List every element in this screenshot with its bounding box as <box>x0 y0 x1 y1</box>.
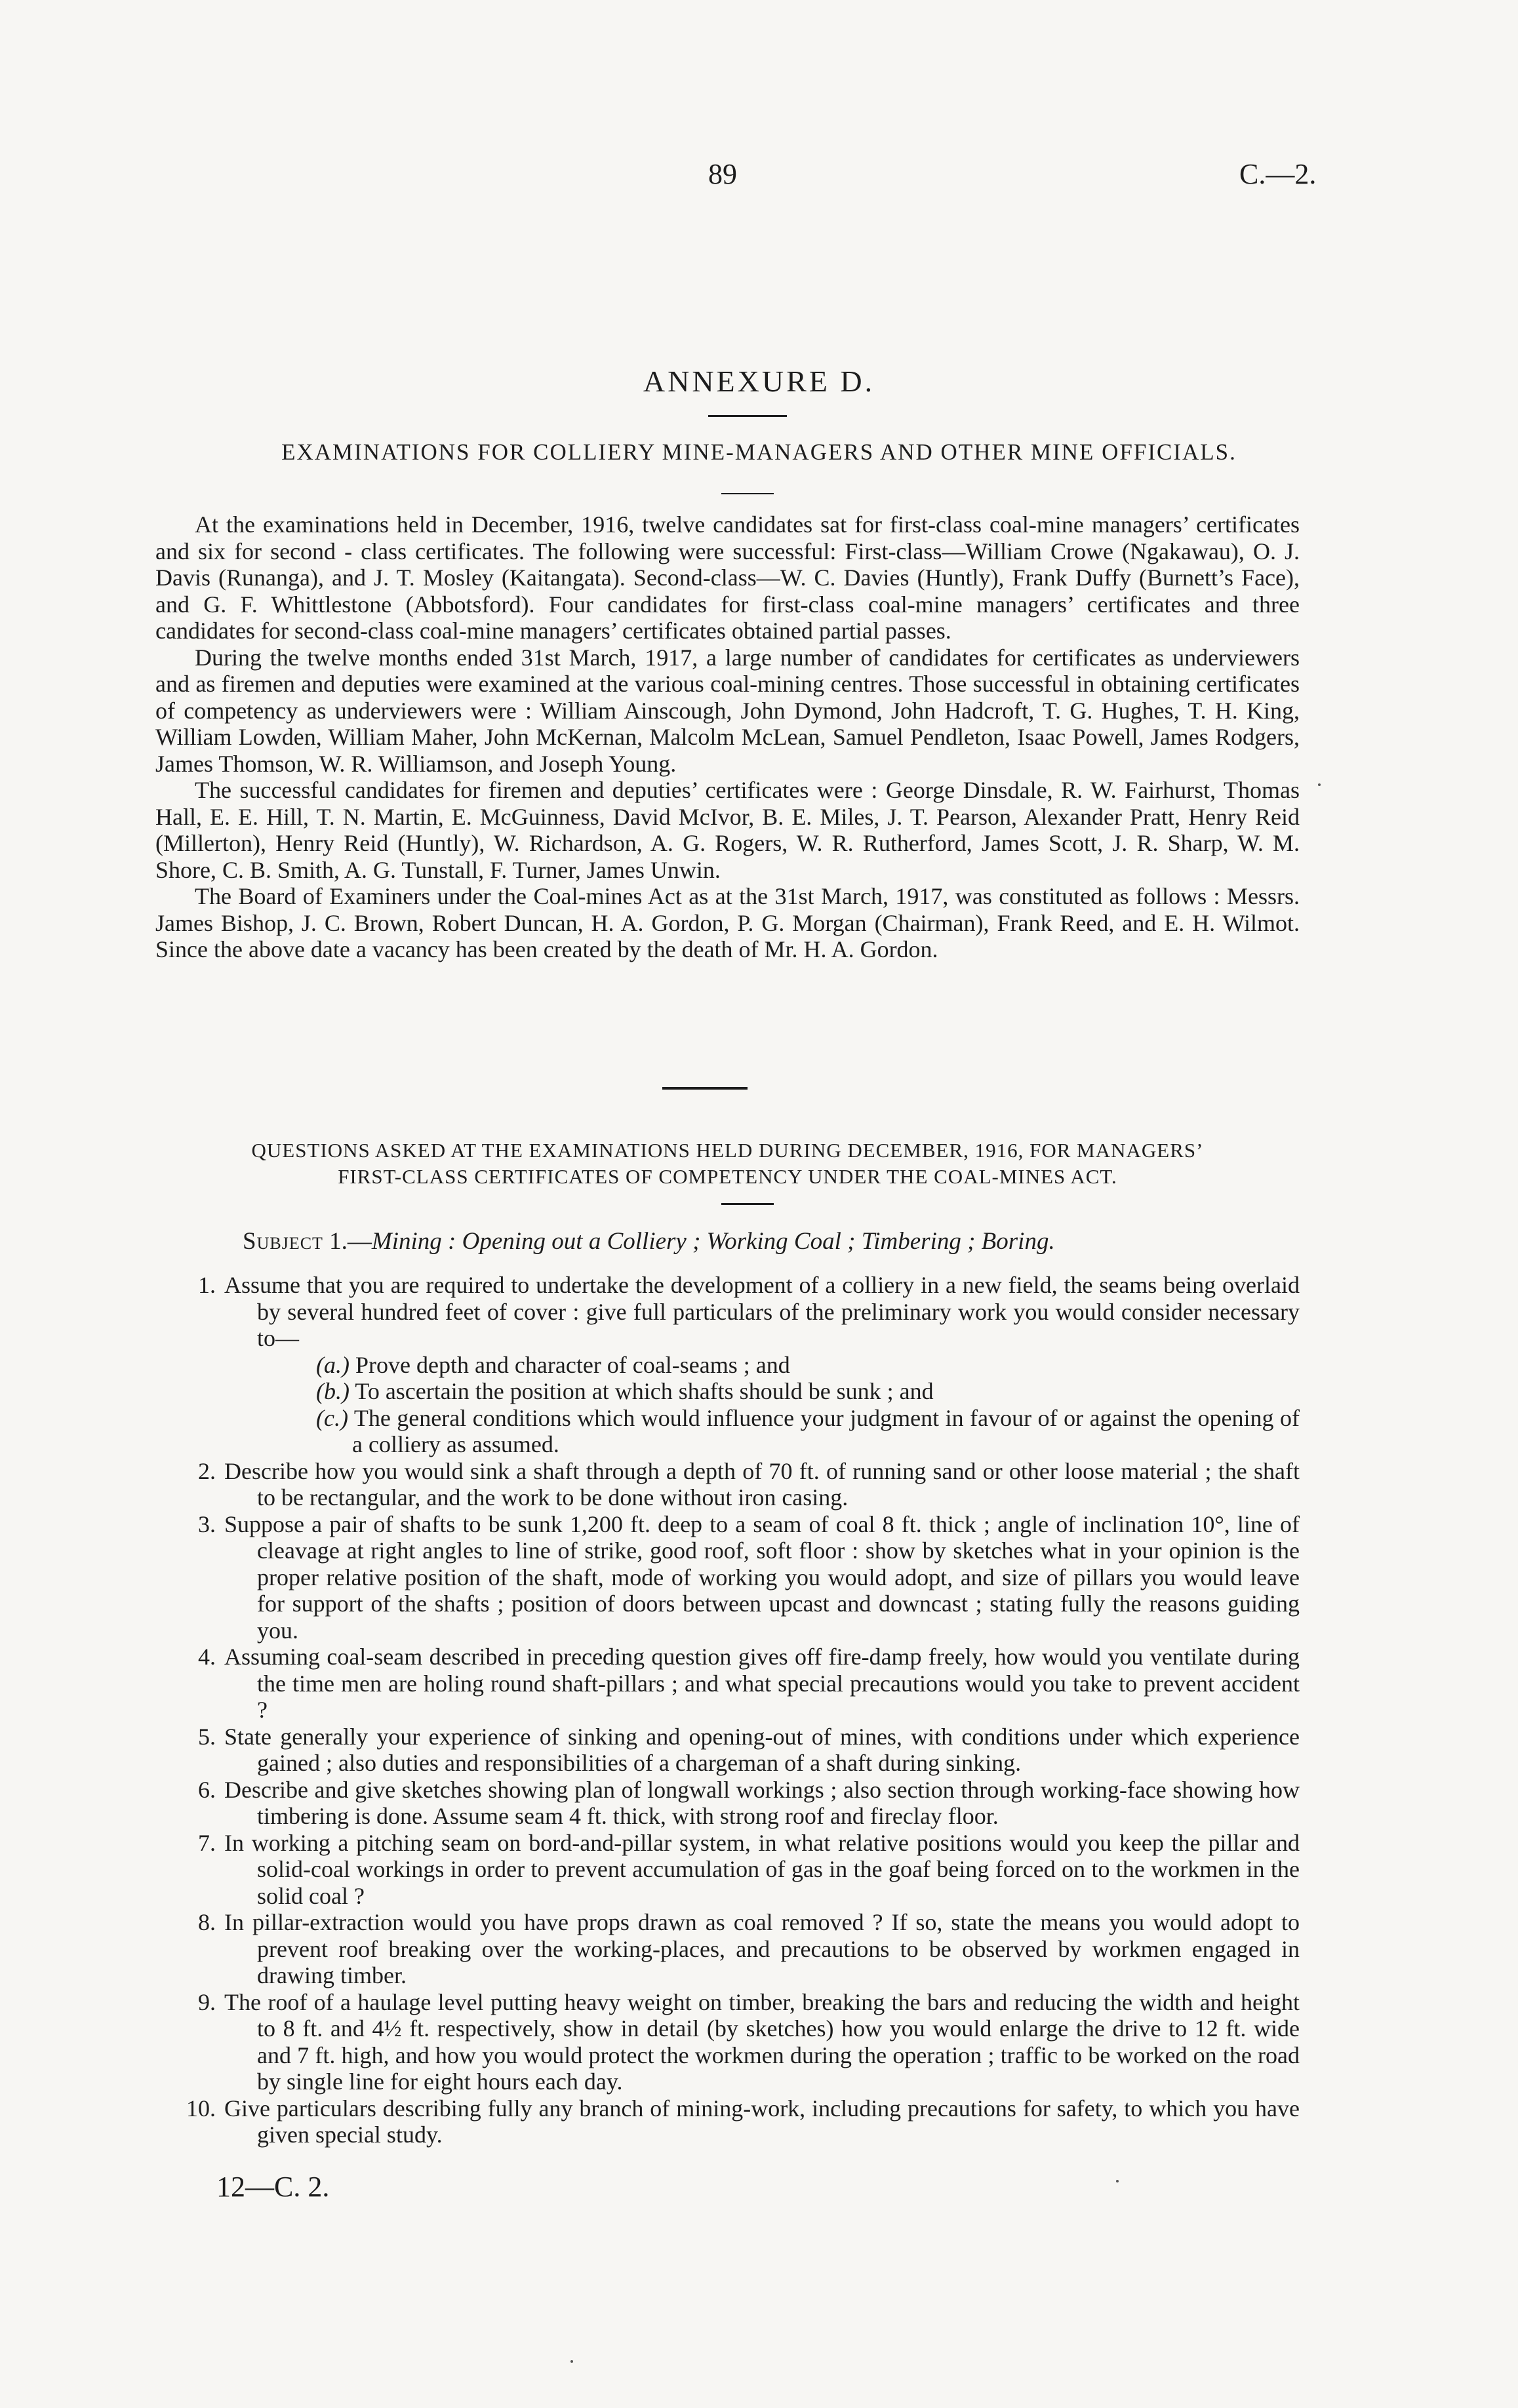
question-number: 7. <box>198 1829 216 1856</box>
paragraph-text: The Board of Examiners under the Coal-mines Act as at the 31st March, 1917, was constituted as follows : Messrs. James Bishop, J. C. Brown, Robert Duncan, H. A. Gordon, P. G. Morgan (Chairman), Frank Reed, and E. H. Wilmot. Since the above date a vacancy has been created by the death of Mr. H. A. Gordon. <box>155 883 1300 962</box>
subject-number: 1.— <box>329 1228 372 1255</box>
question-text: The roof of a haulage level putting heavy weight on timber, breaking the bars and reducing the width and height to 8 ft. and 4½ ft. respectively, show in detail (by sketches) how you would enlarge the drive to 12 ft. wide and 7 ft. high, and how you would protect the workmen during the operation ; traffic to be worked on the road by single line for eight hours each day. <box>224 1988 1300 2095</box>
annexure-title: ANNEXURE D. <box>643 365 875 398</box>
question-number: 4. <box>198 1644 216 1670</box>
question-text: State generally your experience of sinking and opening-out of mines, with conditions under which experience gained ; also duties and responsibilities of a chargeman of a shaft during sinking. <box>224 1723 1300 1776</box>
question-text: In pillar-extraction would you have props drawn as coal removed ? If so, state the means you would adopt to prevent roof breaking over the working-places, and precautions to be observed by workmen engaged in drawing timber. <box>224 1909 1300 1988</box>
question-item <box>155 2095 1300 2148</box>
subitem <box>224 1378 1300 1405</box>
question-number: 6. <box>198 1776 216 1803</box>
paragraph-board <box>155 883 1300 963</box>
document-reference: C.—2. <box>1239 158 1317 190</box>
question-text: Describe how you would sink a shaft through a depth of 70 ft. of running sand or other loose material ; the shaft to be rectangular, and the work to be done without iron casing. <box>224 1457 1300 1510</box>
subitem-text: To ascertain the position at which shafts should be sunk ; and <box>355 1378 934 1404</box>
paragraph-text: During the twelve months ended 31st March, 1917, a large number of candidates for certificates as underviewers and as firemen and deputies were examined at the various coal-mining centres. Those successful in obtaining certificates of competency as underviewers were : William Ainscough, John Dymond, John Hadcroft, T. G. Hughes, T. H. King, William Lowden, William Maher, John McKernan, Malcolm McLean, Samuel Pendleton, Isaac Powell, James Rodgers, James Thomson, W. R. Williamson, and Joseph Young. <box>155 644 1300 777</box>
subject-title: Mining : Opening out a Colliery ; Working Coal ; Timbering ; Boring. <box>371 1228 1055 1255</box>
subject-label: Subject <box>243 1228 323 1255</box>
subtitle-rule <box>721 493 774 494</box>
question-text: Suppose a pair of shafts to be sunk 1,200 ft. deep to a seam of coal 8 ft. thick ; angle of inclination 10°, line of cleavage at right angles to line of strike, good roof, soft floor : show by sketches what in your opinion is the proper relative position of the shaft, mode of working you would adopt, and size of pillars you would leave for support of the shafts ; position of doors between upcast and downcast ; stating fully the reasons guiding you. <box>224 1510 1300 1644</box>
print-speck <box>1116 2180 1119 2182</box>
introduction-text <box>155 511 1300 963</box>
question-item <box>155 1511 1300 1644</box>
subitem <box>224 1352 1300 1379</box>
title-rule <box>708 415 787 417</box>
question-text: In working a pitching seam on bord-and-pillar system, in what relative positions would you keep the pillar and solid-coal workings in order to prevent accumulation of gas in the goaf being forced on to the workmen in the solid coal ? <box>224 1829 1300 1909</box>
question-item <box>155 1909 1300 1989</box>
question-number: 5. <box>198 1723 216 1750</box>
signature-footer: 12—C. 2. <box>216 2171 330 2203</box>
questions-list <box>155 1272 1300 2148</box>
page-number: 89 <box>708 158 737 190</box>
section-subtitle: EXAMINATIONS FOR COLLIERY MINE-MANAGERS AND OTHER MINE OFFICIALS. <box>281 439 1237 465</box>
print-speck <box>1318 783 1321 786</box>
question-text: Give particulars describing fully any branch of mining-work, including precautions for safety, to which you have given special study. <box>224 2095 1300 2148</box>
question-item <box>155 1830 1300 1910</box>
questions-heading-line1: QUESTIONS ASKED AT THE EXAMINATIONS HELD DURING DECEMBER, 1916, FOR MANAGERS’ <box>251 1139 1204 1162</box>
paragraph-text: At the examinations held in December, 1916, twelve candidates sat for first-class coal-mine managers’ certificates and six for second - class certificates. The following were successful: First-class—William Crowe (Ngakawau), O. J. Davis (Runanga), and J. T. Mosley (Kaitangata). Second-class—W. C. Davies (Huntly), Frank Duffy (Burnett’s Face), and G. F. Whittlestone (Abbotsford). Four candidates for first-class coal-mine managers’ certificates and three candidates for second-class coal-mine managers’ certificates obtained partial passes. <box>155 511 1300 644</box>
print-speck <box>570 2360 573 2363</box>
question-item <box>155 1777 1300 1830</box>
question-subitems <box>224 1352 1300 1458</box>
questions-heading <box>155 1137 1300 1190</box>
subitem-label: (c.) <box>316 1404 348 1431</box>
question-item <box>155 1272 1300 1458</box>
question-item <box>155 1458 1300 1511</box>
question-number: 2. <box>198 1457 216 1484</box>
question-item <box>155 1644 1300 1724</box>
subject-line <box>243 1227 1055 1255</box>
paragraph-examinations <box>155 511 1300 644</box>
subitem <box>224 1405 1300 1458</box>
paragraph-underviewers <box>155 644 1300 778</box>
question-item <box>155 1989 1300 2095</box>
question-number: 3. <box>198 1510 216 1537</box>
paragraph-text: The successful candidates for firemen and deputies’ certificates were : George Dinsdale, R. W. Fairhurst, Thomas Hall, E. E. Hill, T. N. Martin, E. McGuinness, David McIvor, B. E. Miles, J. T. Pearson, Alexander Pratt, Henry Reid (Millerton), Henry Reid (Huntly), W. Richardson, A. G. Rogers, W. R. Rutherford, James Scott, J. R. Sharp, W. M. Shore, C. B. Smith, A. G. Tunstall, F. Turner, James Unwin. <box>155 777 1300 883</box>
subitem-text: Prove depth and character of coal-seams ; and <box>355 1351 790 1378</box>
question-number: 8. <box>198 1909 216 1935</box>
question-text: Assume that you are required to undertake the development of a colliery in a new field, the seams being overlaid by several hundred feet of cover : give full particulars of the preliminary work you would consider necessary to— <box>224 1272 1300 1351</box>
question-text: Describe and give sketches showing plan of longwall workings ; also section through working-face showing how timbering is done. Assume seam 4 ft. thick, with strong roof and fireclay floor. <box>224 1776 1300 1829</box>
section-divider <box>662 1087 748 1090</box>
subitem-label: (a.) <box>316 1351 350 1378</box>
paragraph-firemen <box>155 777 1300 883</box>
questions-heading-line2: FIRST-CLASS CERTIFICATES OF COMPETENCY UNDER THE COAL-MINES ACT. <box>338 1165 1117 1188</box>
question-number: 1. <box>198 1272 216 1298</box>
question-text: Assuming coal-seam described in preceding question gives off fire-damp freely, how would you ventilate during the time men are holing round shaft-pillars ; and what special precautions would you take to prevent accident ? <box>224 1644 1300 1723</box>
subitem-label: (b.) <box>316 1378 350 1404</box>
question-number: 9. <box>198 1988 216 2015</box>
questions-rule <box>721 1203 774 1205</box>
question-item <box>155 1724 1300 1777</box>
question-number: 10. <box>186 2095 216 2122</box>
subitem-text: The general conditions which would influence your judgment in favour of or against the opening of a colliery as assumed. <box>352 1404 1300 1457</box>
